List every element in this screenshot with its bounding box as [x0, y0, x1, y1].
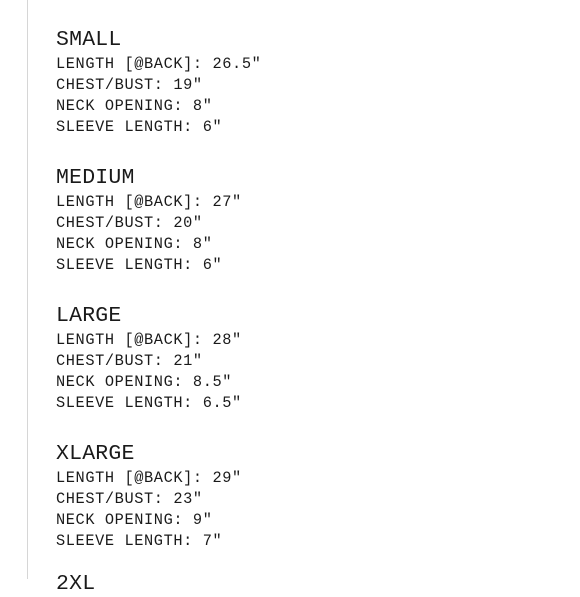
chest-bust-spec: CHEST/BUST: 21″	[56, 352, 203, 370]
neck-opening-spec: NECK OPENING: 8″	[56, 235, 213, 253]
chest-bust-spec: CHEST/BUST: 19″	[56, 76, 203, 94]
cutoff-size-heading: 2XL	[56, 572, 96, 596]
sleeve-length-spec: SLEEVE LENGTH: 7″	[56, 532, 223, 550]
chest-bust-spec: CHEST/BUST: 23″	[56, 490, 203, 508]
chest-bust-spec: CHEST/BUST: 20″	[56, 214, 203, 232]
neck-opening-spec: NECK OPENING: 8″	[56, 97, 213, 115]
size-block-small	[56, 27, 580, 138]
sleeve-length-spec: SLEEVE LENGTH: 6″	[56, 118, 223, 136]
size-heading: SMALL	[56, 28, 122, 52]
size-heading: MEDIUM	[56, 166, 135, 190]
length-spec: LENGTH [@BACK]: 26.5″	[56, 55, 262, 73]
length-spec: LENGTH [@BACK]: 28″	[56, 331, 242, 349]
sleeve-length-spec: SLEEVE LENGTH: 6″	[56, 256, 223, 274]
size-block-medium	[56, 165, 580, 276]
size-heading: LARGE	[56, 304, 122, 328]
size-heading: XLARGE	[56, 442, 135, 466]
neck-opening-spec: NECK OPENING: 9″	[56, 511, 213, 529]
size-block-xlarge	[56, 441, 580, 552]
size-block-large	[56, 303, 580, 414]
size-chart	[56, 27, 580, 579]
length-spec: LENGTH [@BACK]: 29″	[56, 469, 242, 487]
neck-opening-spec: NECK OPENING: 8.5″	[56, 373, 233, 391]
length-spec: LENGTH [@BACK]: 27″	[56, 193, 242, 211]
left-border-line	[27, 0, 28, 579]
sleeve-length-spec: SLEEVE LENGTH: 6.5″	[56, 394, 242, 412]
